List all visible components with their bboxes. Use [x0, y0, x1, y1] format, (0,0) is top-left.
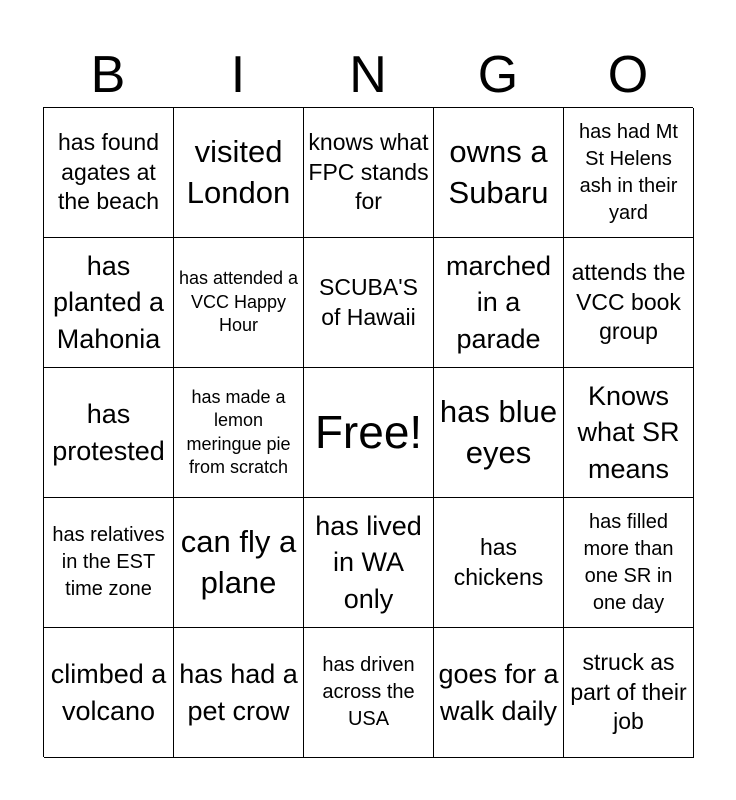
header-letter-i: I [230, 46, 246, 104]
bingo-cell[interactable] [434, 238, 564, 368]
free-space[interactable] [304, 368, 434, 498]
cell-text: has blue eyes [439, 394, 558, 470]
bingo-cell[interactable] [564, 628, 694, 758]
bingo-cell[interactable] [44, 108, 174, 238]
cell-text: visited London [186, 134, 291, 210]
bingo-cell[interactable] [564, 368, 694, 498]
cell-text: Knows what SR means [577, 380, 680, 484]
cell-text: struck as part of their job [570, 648, 687, 735]
cell-text: marched in a parade [445, 250, 552, 354]
bingo-cell[interactable] [304, 628, 434, 758]
bingo-cell[interactable] [564, 498, 694, 628]
bingo-cell[interactable] [564, 108, 694, 238]
header-letter-o: O [607, 46, 649, 104]
cell-text: can fly a plane [180, 524, 297, 600]
bingo-header [43, 44, 693, 106]
bingo-cell[interactable] [564, 238, 694, 368]
cell-text: has lived in WA only [315, 510, 422, 614]
bingo-cell[interactable] [174, 238, 304, 368]
cell-text: has chickens [453, 533, 544, 590]
bingo-board [43, 107, 693, 757]
bingo-cell[interactable] [434, 498, 564, 628]
cell-text: climbed a volcano [50, 659, 167, 726]
bingo-cell[interactable] [434, 628, 564, 758]
cell-text: has attended a VCC Happy Hour [178, 268, 299, 336]
bingo-cell[interactable] [44, 498, 174, 628]
header-letter-b: B [90, 46, 126, 104]
cell-text: has had Mt St Helens ash in their yard [579, 120, 678, 224]
cell-text: has filled more than one SR in one day [583, 510, 674, 614]
header-letter-n: N [349, 46, 387, 104]
cell-text: has planted a Mahonia [52, 250, 165, 354]
bingo-cell[interactable] [304, 108, 434, 238]
header-letter-g: G [477, 46, 519, 104]
cell-text: has driven across the USA [322, 654, 415, 730]
cell-text: owns a Subaru [448, 134, 549, 210]
cell-text: has protested [52, 399, 165, 466]
cell-text: knows what FPC stands for [308, 128, 429, 215]
cell-text: SCUBA'S of Hawaii [319, 273, 418, 330]
bingo-cell[interactable] [304, 498, 434, 628]
bingo-cell[interactable] [174, 108, 304, 238]
bingo-cell[interactable] [174, 368, 304, 498]
bingo-cell[interactable] [44, 368, 174, 498]
bingo-cell[interactable] [174, 628, 304, 758]
free-space-text: Free! [314, 405, 423, 458]
cell-text: has found agates at the beach [57, 128, 160, 215]
bingo-cell[interactable] [304, 238, 434, 368]
cell-text: has relatives in the EST time zone [52, 524, 165, 600]
bingo-cell[interactable] [434, 108, 564, 238]
bingo-cell[interactable] [434, 368, 564, 498]
bingo-cell[interactable] [44, 238, 174, 368]
cell-text: attends the VCC book group [571, 258, 686, 345]
cell-text: has had a pet crow [179, 659, 298, 726]
bingo-cell[interactable] [44, 628, 174, 758]
cell-text: has made a lemon meringue pie from scratch [186, 386, 291, 477]
bingo-cell[interactable] [174, 498, 304, 628]
cell-text: goes for a walk daily [438, 659, 559, 726]
